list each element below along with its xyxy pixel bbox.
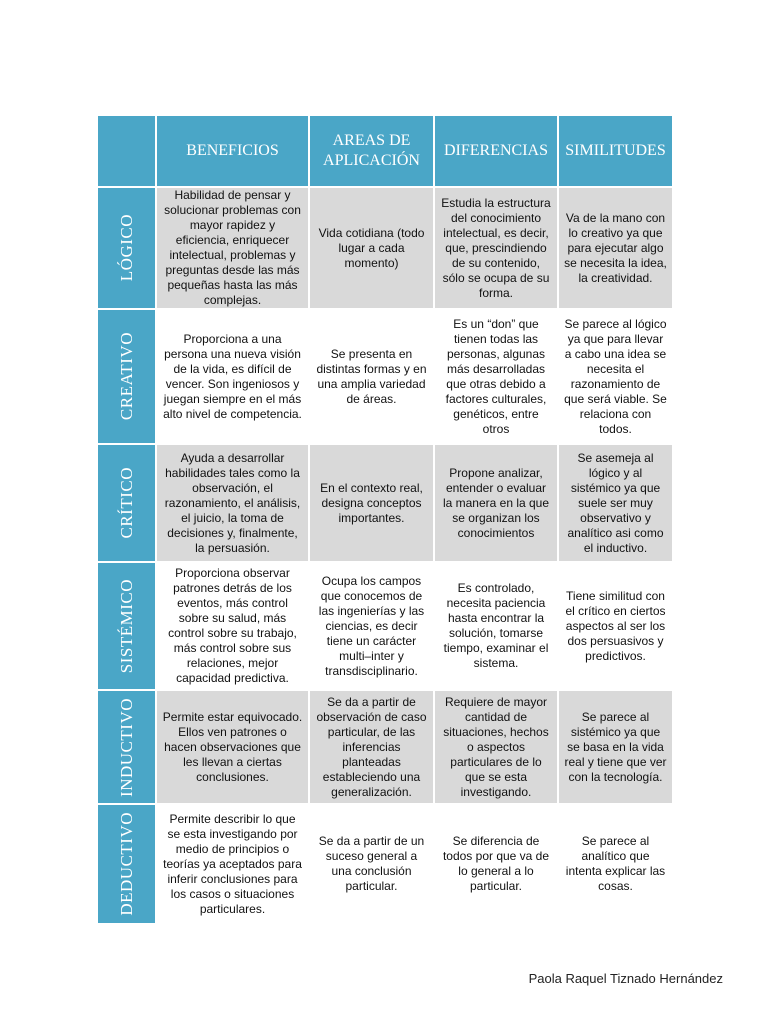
cell-similitudes-inductivo: Se parece al sistémico ya que se basa en la vida real y tiene que ver con la tecnología. [558,690,673,804]
table-header-row [97,115,673,187]
cell-areas-creativo: Se presenta en distintas formas y en una amplia variedad de áreas. [309,309,434,444]
cell-beneficios-deductivo: Permite describir lo que se esta investigando por medio de principios o teorías ya aceptados para inferir conclusiones para los casos o situaciones particulares. [156,804,309,924]
cell-beneficios-logico: Habilidad de pensar y solucionar problemas con mayor rapidez y eficiencia, enriquecer intelectual, problemas y preguntas desde las más pequeñas hasta las más complejas. [156,187,309,309]
thinking-types-comparison-table [96,114,674,925]
header-similitudes: SIMILITUDES [558,115,673,187]
cell-diferencias-deductivo: Se diferencia de todos por que va de lo general a lo particular. [434,804,558,924]
row-label-cell-inductivo [97,690,156,804]
row-label-cell-critico [97,444,156,562]
cell-diferencias-sistemico: Es controlado, necesita paciencia hasta encontrar la solución, tomarse tiempo, examinar el sistema. [434,562,558,690]
cell-beneficios-critico: Ayuda a desarrollar habilidades tales como la observación, el razonamiento, el análisis, el juicio, la toma de decisiones y, finalmente, la persuasión. [156,444,309,562]
row-label-cell-sistemico [97,562,156,690]
cell-diferencias-critico: Propone analizar, entender o evaluar la manera en la que se organizan los conocimientos [434,444,558,562]
cell-areas-logico: Vida cotidiana (todo lugar a cada momento) [309,187,434,309]
row-label-cell-creativo [97,309,156,444]
table-row-creativo [97,309,673,444]
cell-similitudes-creativo: Se parece al lógico ya que para llevar a cabo una idea se necesita el razonamiento de que será viable. Se relaciona con todos. [558,309,673,444]
table-row-critico [97,444,673,562]
cell-areas-critico: En el contexto real, designa conceptos importantes. [309,444,434,562]
cell-similitudes-sistemico: Tiene similitud con el crítico en ciertos aspectos al ser los dos persuasivos y predictivos. [558,562,673,690]
cell-diferencias-creativo: Es un “don” que tienen todas las personas, algunas más desarrolladas que otras debido a factores culturales, genéticos, entre otros [434,309,558,444]
cell-diferencias-logico: Estudia la estructura del conocimiento intelectual, es decir, que, prescindiendo de su contenido, sólo se ocupa de su forma. [434,187,558,309]
row-label-deductivo: DEDUCTIVO [117,812,136,916]
cell-similitudes-logico: Va de la mano con lo creativo ya que para ejecutar algo se necesita la idea, la creatividad. [558,187,673,309]
cell-beneficios-sistemico: Proporciona observar patrones detrás de los eventos, más control sobre su salud, más control sobre su trabajo, más control sobre sus relaciones, mejor capacidad predictiva. [156,562,309,690]
header-corner-cell [97,115,156,187]
author-name: Paola Raquel Tiznado Hernández [528,971,723,986]
comparison-table-container [96,114,672,922]
header-areas-de-aplicacion: AREAS DE APLICACIÓN [309,115,434,187]
row-label-cell-deductivo [97,804,156,924]
table-row-deductivo [97,804,673,924]
row-label-critico: CRÍTICO [117,467,136,539]
cell-areas-deductivo: Se da a partir de un suceso general a una conclusión particular. [309,804,434,924]
row-label-logico: LÓGICO [117,214,136,282]
cell-similitudes-critico: Se asemeja al lógico y al sistémico ya que suele ser muy observativo y analítico asi como el inductivo. [558,444,673,562]
header-diferencias: DIFERENCIAS [434,115,558,187]
table-row-logico [97,187,673,309]
row-label-creativo: CREATIVO [117,332,136,421]
cell-similitudes-deductivo: Se parece al analítico que intenta explicar las cosas. [558,804,673,924]
cell-diferencias-inductivo: Requiere de mayor cantidad de situaciones, hechos o aspectos particulares de lo que se esta investigando. [434,690,558,804]
table-row-inductivo [97,690,673,804]
cell-beneficios-creativo: Proporciona a una persona una nueva visión de la vida, es difícil de vencer. Son ingeniosos y juegan siempre en el más alto nivel de competencia. [156,309,309,444]
cell-areas-sistemico: Ocupa los campos que conocemos de las ingenierías y las ciencias, es decir tiene un carácter multi–inter y transdisciplinario. [309,562,434,690]
row-label-sistemico: SISTÉMICO [117,578,136,674]
row-label-cell-logico [97,187,156,309]
cell-beneficios-inductivo: Permite estar equivocado. Ellos ven patrones o hacen observaciones que les llevan a ciertas conclusiones. [156,690,309,804]
table-row-sistemico [97,562,673,690]
header-beneficios: BENEFICIOS [156,115,309,187]
row-label-inductivo: INDUCTIVO [117,697,136,797]
cell-areas-inductivo: Se da a partir de observación de caso particular, de las inferencias planteadas estableciendo una generalización. [309,690,434,804]
